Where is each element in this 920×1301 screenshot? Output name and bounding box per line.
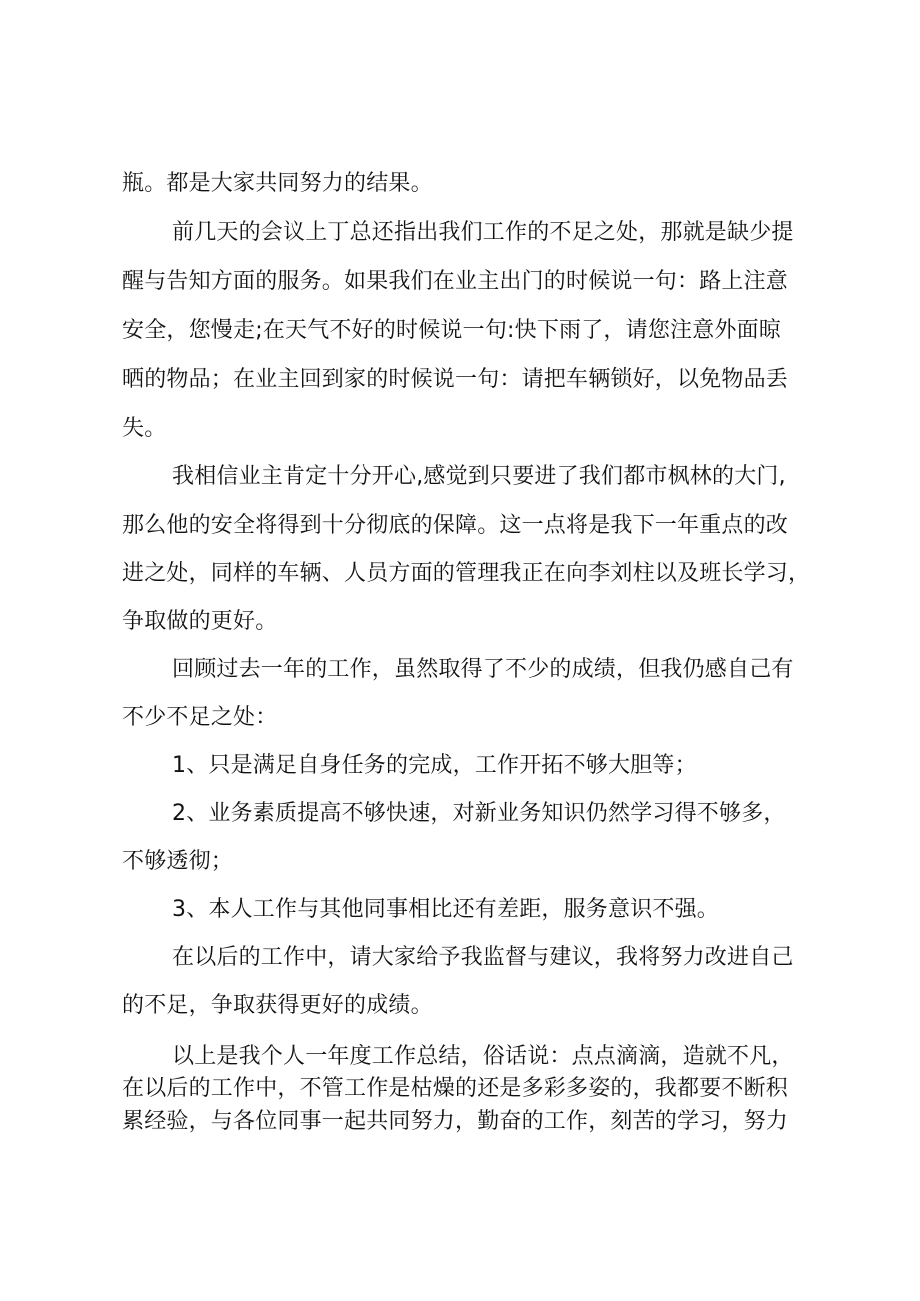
text-line: 在以后的工作中，请大家给予我监督与建议，我将努力改进自己 [172, 945, 794, 970]
text-line: 失。 [122, 416, 167, 441]
text-line: 醒与告知方面的服务。如果我们在业主出门的时候说一句：路上注意 [122, 269, 789, 294]
text-line: 那么他的安全将得到十分彻底的保障。这一点将是我下一年重点的改 [122, 513, 789, 538]
text-line: 不够透彻； [122, 849, 234, 874]
text-line: 晒的物品；在业主回到家的时候说一句：请把车辆锁好，以免物品丢 [122, 367, 789, 392]
text-line: 在以后的工作中，不管工作是枯燥的还是多彩多姿的，我都要不断积 [122, 1076, 789, 1101]
list-item: 1、只是满足自身任务的完成，工作开拓不够大胆等； [172, 753, 697, 778]
text-line: 以上是我个人一年度工作总结，俗话说：点点滴滴，造就不凡， [172, 1044, 794, 1069]
text-line: 前几天的会议上丁总还指出我们工作的不足之处，那就是缺少提 [172, 220, 794, 245]
text-line: 瓶。都是大家共同努力的结果。 [122, 171, 433, 196]
text-line: 回顾过去一年的工作，虽然取得了不少的成绩，但我仍感自己有 [172, 657, 794, 682]
text-line: 进之处，同样的车辆、人员方面的管理我正在向李刘柱以及班长学习， [122, 561, 811, 586]
text-line: 争取做的更好。 [122, 609, 278, 634]
text-line: 累经验，与各位同事一起共同努力，勤奋的工作，刻苦的学习，努力 [122, 1109, 789, 1134]
text-line: 的不足，争取获得更好的成绩。 [122, 993, 433, 1018]
text-line: 不少不足之处： [122, 705, 278, 730]
list-item: 3、本人工作与其他同事相比还有差距，服务意识不强。 [172, 897, 719, 922]
text-line: 我相信业主肯定十分开心,感觉到只要进了我们都市枫林的大门, [172, 464, 786, 489]
list-item: 2、业务素质提高不够快速，对新业务知识仍然学习得不够多， [172, 801, 786, 826]
text-line: 安全，您慢走;在天气不好的时候说一句:快下雨了，请您注意外面晾 [122, 318, 782, 343]
